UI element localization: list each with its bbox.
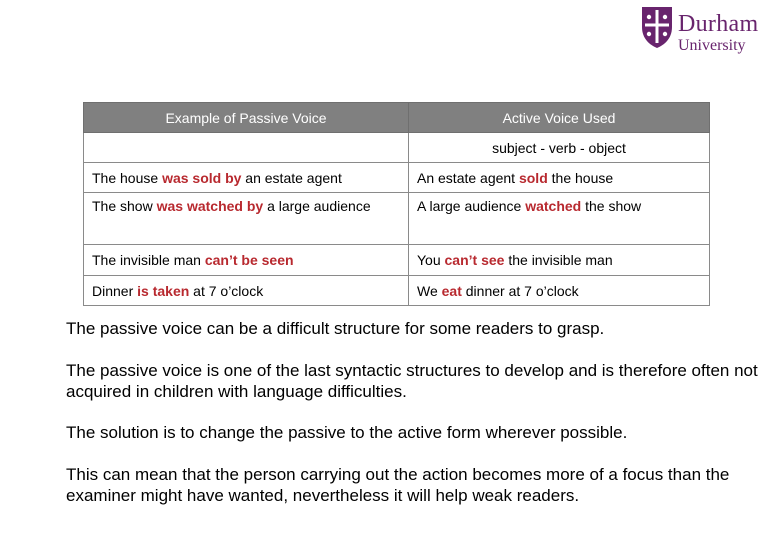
durham-university-logo xyxy=(640,5,778,57)
table-row xyxy=(84,193,710,245)
subheader-svo: subject - verb - object xyxy=(409,133,710,163)
passive-active-table xyxy=(83,102,710,306)
paragraph-3: The solution is to change the passive to the active form wherever possible. xyxy=(66,423,628,442)
table-header-row xyxy=(84,103,710,133)
logo-word-university: University xyxy=(678,37,746,54)
paragraph-1: The passive voice can be a difficult structure for some readers to grasp. xyxy=(66,319,605,338)
logo-word-durham: Durham xyxy=(678,11,759,37)
table-row xyxy=(84,163,710,193)
passive-cell: The invisible man can’t be seen xyxy=(84,245,409,276)
header-active: Active Voice Used xyxy=(409,103,710,133)
active-cell: We eat dinner at 7 o’clock xyxy=(409,276,710,306)
active-cell: An estate agent sold the house xyxy=(409,163,710,193)
table-row xyxy=(84,245,710,276)
table-row xyxy=(84,276,710,306)
crest-icon xyxy=(640,5,674,49)
active-cell: A large audience watched the show xyxy=(409,193,710,245)
paragraph-4: This can mean that the person carrying out the action becomes more of a focus than the examiner might have wanted, nevertheless it will help weak readers. xyxy=(66,465,730,505)
passive-cell: Dinner is taken at 7 o’clock xyxy=(84,276,409,306)
header-passive: Example of Passive Voice xyxy=(84,103,409,133)
passive-cell: The show was watched by a large audience xyxy=(84,193,409,245)
subheader-empty-cell xyxy=(84,133,409,163)
passive-cell: The house was sold by an estate agent xyxy=(84,163,409,193)
paragraph-2: The passive voice is one of the last syntactic structures to develop and is therefore often not acquired in children with language difficulties. xyxy=(66,361,758,401)
active-cell: You can’t see the invisible man xyxy=(409,245,710,276)
table-subheader-row xyxy=(84,133,710,163)
